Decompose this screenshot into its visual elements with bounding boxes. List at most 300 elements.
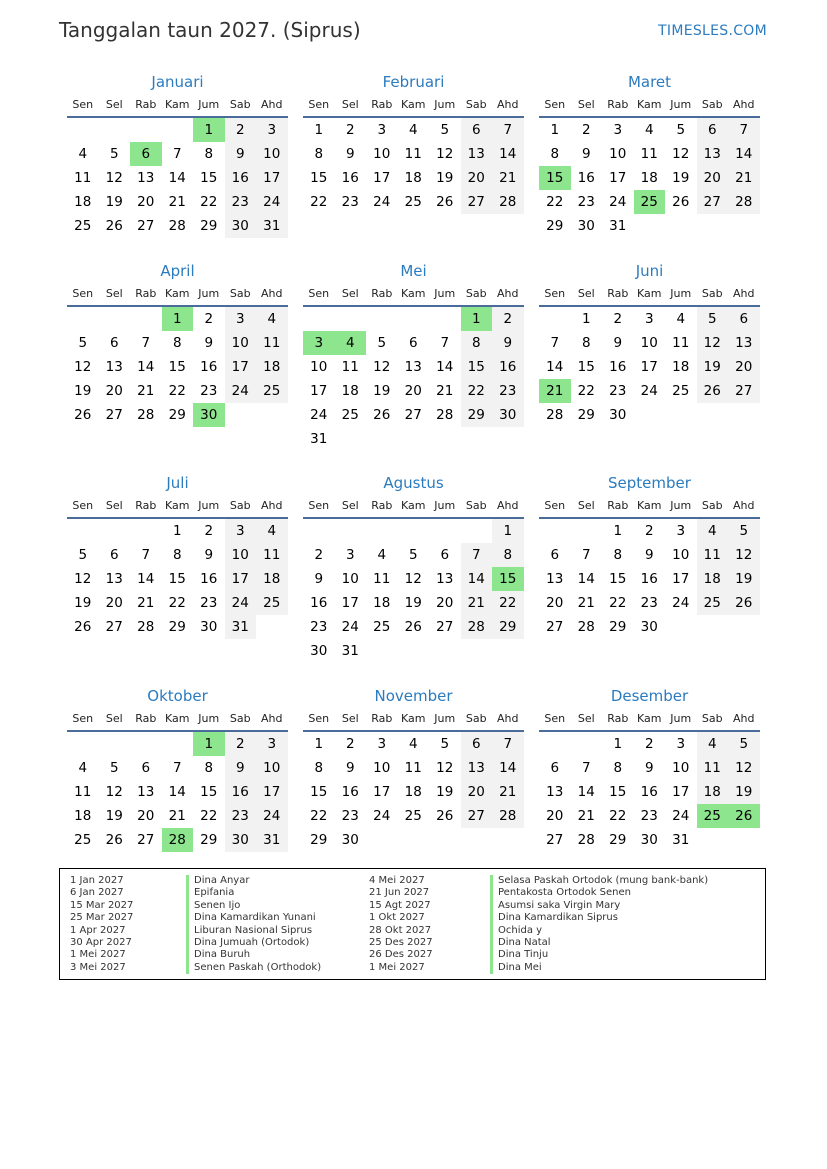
day-cell: 11 — [640, 146, 658, 162]
day-cell: 30 — [640, 619, 658, 635]
holiday-name: Senen Ijo — [186, 900, 321, 912]
day-cell: 17 — [609, 170, 627, 186]
weekday-header — [303, 283, 524, 307]
day-cell: 22 — [200, 808, 218, 824]
day-cell: 24 — [225, 591, 257, 615]
day-cell: 20 — [137, 194, 155, 210]
empty-cell — [571, 519, 603, 543]
empty-cell — [67, 732, 99, 756]
day-cell: 22 — [577, 383, 595, 399]
empty-cell — [99, 519, 131, 543]
day-cell: 3 — [377, 122, 387, 138]
day-cell: 14 — [168, 170, 186, 186]
weekday-label: Jum — [198, 98, 220, 111]
empty-cell — [162, 732, 194, 756]
weekday-label: Kam — [401, 287, 426, 300]
day-cell: 2 — [204, 311, 214, 327]
holiday-name: Senen Paskah (Orthodok) — [186, 962, 321, 974]
day-cell: 29 — [461, 403, 493, 427]
day-cell: 10 — [225, 543, 257, 567]
day-cell: 6 — [461, 118, 493, 142]
weekday-label: Sen — [308, 287, 330, 300]
day-cell: 5 — [408, 547, 418, 563]
day-cell: 11 — [672, 335, 690, 351]
day-cell: 2 — [644, 523, 654, 539]
day-cell: 7 — [581, 547, 591, 563]
day-cell: 8 — [314, 146, 324, 162]
day-cell: 8 — [550, 146, 560, 162]
day-cell: 23 — [310, 619, 328, 635]
day-cell: 17 — [256, 780, 288, 804]
weekday-label: Sab — [465, 98, 487, 111]
day-cell: 4 — [78, 146, 88, 162]
holiday-date: 28 Okt 2027 — [369, 924, 432, 936]
day-cell: 6 — [728, 307, 760, 331]
day-cell: 9 — [644, 547, 654, 563]
day-cell: 13 — [404, 359, 422, 375]
day-cell: 11 — [404, 146, 422, 162]
day-cell: 27 — [461, 190, 493, 214]
holiday-day: 1 — [193, 732, 225, 756]
day-cell: 16 — [492, 355, 524, 379]
day-cell: 5 — [440, 736, 450, 752]
day-cell: 17 — [310, 383, 328, 399]
day-cell: 5 — [78, 335, 88, 351]
day-cell: 15 — [310, 170, 328, 186]
day-cell: 30 — [341, 832, 359, 848]
weekday-label: Sel — [341, 712, 359, 725]
weekday-label: Kam — [165, 98, 190, 111]
day-cell: 25 — [74, 218, 92, 234]
empty-cell — [303, 519, 335, 543]
day-cell: 1 — [314, 736, 324, 752]
day-cell: 10 — [310, 359, 328, 375]
holiday-name: Dina Kamardikan Siprus — [490, 912, 708, 924]
weekday-label: Jum — [434, 712, 456, 725]
day-cell: 23 — [640, 595, 658, 611]
weekday-header — [539, 708, 760, 732]
weekday-label: Ahd — [733, 287, 755, 300]
day-cell: 21 — [436, 383, 454, 399]
day-cell: 21 — [461, 591, 493, 615]
day-cell: 21 — [577, 808, 595, 824]
day-cell: 16 — [225, 166, 257, 190]
holiday-date: 1 Okt 2027 — [369, 912, 425, 924]
day-cell: 15 — [577, 359, 595, 375]
day-cell: 16 — [200, 571, 218, 587]
empty-cell — [539, 732, 571, 756]
day-cell: 30 — [609, 407, 627, 423]
day-cell: 13 — [436, 571, 454, 587]
day-cell: 16 — [577, 170, 595, 186]
holiday-day: 6 — [130, 142, 162, 166]
month-desember — [539, 684, 760, 852]
day-cell: 21 — [492, 780, 524, 804]
day-cell: 17 — [341, 595, 359, 611]
holiday-name: Selasa Paskah Ortodok (mung bank-bank) — [490, 875, 708, 887]
weekday-label: Jum — [198, 499, 220, 512]
day-cell: 14 — [577, 571, 595, 587]
day-cell: 12 — [105, 170, 123, 186]
day-cell: 5 — [109, 146, 119, 162]
weekday-label: Sab — [465, 499, 487, 512]
day-cell: 30 — [225, 828, 257, 852]
day-cell: 15 — [310, 784, 328, 800]
day-cell: 19 — [728, 780, 760, 804]
day-cell: 12 — [672, 146, 690, 162]
weekday-label: Jum — [670, 712, 692, 725]
day-cell: 29 — [577, 407, 595, 423]
weekday-label: Sen — [308, 499, 330, 512]
holiday-name: Dina Jumuah (Ortodok) — [186, 937, 321, 949]
day-cell: 19 — [74, 595, 92, 611]
day-cell: 17 — [225, 567, 257, 591]
weekday-label: Kam — [401, 712, 426, 725]
month-name: Oktober — [147, 687, 208, 705]
holiday-name: Ochida y — [490, 925, 708, 937]
day-cell: 21 — [137, 383, 155, 399]
day-cell: 19 — [672, 170, 690, 186]
day-grid — [539, 307, 760, 427]
empty-cell — [162, 118, 194, 142]
day-cell: 22 — [609, 808, 627, 824]
day-cell: 27 — [546, 619, 564, 635]
day-cell: 9 — [492, 331, 524, 355]
holiday-day: 26 — [728, 804, 760, 828]
holiday-date: 15 Mar 2027 — [70, 899, 134, 911]
holiday-date: 21 Jun 2027 — [369, 887, 430, 899]
weekday-label: Rab — [607, 287, 629, 300]
day-cell: 25 — [672, 383, 690, 399]
day-cell: 8 — [581, 335, 591, 351]
empty-cell — [99, 118, 131, 142]
day-cell: 24 — [341, 619, 359, 635]
holiday-date: 6 Jan 2027 — [70, 887, 124, 899]
day-cell: 20 — [404, 383, 422, 399]
day-cell: 25 — [697, 591, 729, 615]
holiday-name: Dina Kamardikan Yunani — [186, 912, 321, 924]
weekday-label: Ahd — [497, 712, 519, 725]
day-cell: 30 — [492, 403, 524, 427]
day-cell: 15 — [609, 571, 627, 587]
day-cell: 1 — [613, 523, 623, 539]
day-cell: 12 — [697, 331, 729, 355]
day-cell: 18 — [341, 383, 359, 399]
day-cell: 4 — [644, 122, 654, 138]
empty-cell — [461, 519, 493, 543]
weekday-label: Rab — [371, 287, 393, 300]
weekday-header — [303, 495, 524, 519]
empty-cell — [303, 307, 335, 331]
day-cell: 2 — [613, 311, 623, 327]
day-cell: 8 — [204, 760, 214, 776]
weekday-label: Sen — [308, 712, 330, 725]
weekday-label: Ahd — [733, 499, 755, 512]
day-cell: 5 — [377, 335, 387, 351]
empty-cell — [335, 519, 367, 543]
day-cell: 26 — [105, 218, 123, 234]
day-cell: 28 — [577, 832, 595, 848]
day-cell: 20 — [461, 166, 493, 190]
weekday-label: Rab — [135, 712, 157, 725]
day-cell: 10 — [256, 142, 288, 166]
day-cell: 27 — [697, 190, 729, 214]
day-cell: 27 — [137, 218, 155, 234]
day-cell: 6 — [141, 760, 151, 776]
holiday-day: 1 — [193, 118, 225, 142]
weekday-label: Sab — [701, 499, 723, 512]
weekday-label: Kam — [637, 712, 662, 725]
day-cell: 20 — [461, 780, 493, 804]
day-cell: 18 — [640, 170, 658, 186]
day-cell: 26 — [373, 407, 391, 423]
day-cell: 6 — [440, 547, 450, 563]
day-cell: 18 — [74, 194, 92, 210]
day-cell: 10 — [640, 335, 658, 351]
weekday-label: Jum — [670, 98, 692, 111]
day-cell: 21 — [168, 194, 186, 210]
day-cell: 9 — [644, 760, 654, 776]
weekday-label: Sel — [105, 499, 123, 512]
day-cell: 15 — [609, 784, 627, 800]
day-cell: 13 — [697, 142, 729, 166]
weekday-label: Sab — [229, 499, 251, 512]
day-cell: 31 — [256, 828, 288, 852]
weekday-header — [67, 495, 288, 519]
day-cell: 17 — [256, 166, 288, 190]
day-cell: 26 — [697, 379, 729, 403]
holiday-day: 25 — [634, 190, 666, 214]
day-cell: 18 — [697, 567, 729, 591]
day-cell: 25 — [373, 619, 391, 635]
day-cell: 3 — [377, 736, 387, 752]
day-cell: 15 — [168, 571, 186, 587]
day-cell: 10 — [256, 756, 288, 780]
day-cell: 24 — [310, 407, 328, 423]
day-cell: 4 — [256, 519, 288, 543]
day-cell: 4 — [697, 732, 729, 756]
holiday-day: 15 — [539, 166, 571, 190]
day-cell: 13 — [728, 331, 760, 355]
day-cell: 12 — [74, 571, 92, 587]
holiday-names-left — [186, 875, 321, 974]
day-cell: 11 — [256, 543, 288, 567]
day-cell: 20 — [137, 808, 155, 824]
day-cell: 23 — [200, 595, 218, 611]
day-cell: 22 — [461, 379, 493, 403]
day-cell: 9 — [204, 335, 214, 351]
empty-cell — [67, 519, 99, 543]
weekday-label: Ahd — [733, 712, 755, 725]
holiday-names-right — [490, 875, 708, 974]
day-cell: 11 — [74, 784, 92, 800]
day-cell: 2 — [345, 122, 355, 138]
day-cell: 22 — [609, 595, 627, 611]
day-cell: 28 — [577, 619, 595, 635]
empty-cell — [130, 732, 162, 756]
day-cell: 9 — [613, 335, 623, 351]
empty-cell — [67, 118, 99, 142]
holiday-name: Dina Buruh — [186, 949, 321, 961]
day-cell: 24 — [672, 595, 690, 611]
weekday-label: Sen — [544, 98, 566, 111]
day-cell: 24 — [672, 808, 690, 824]
day-cell: 27 — [461, 804, 493, 828]
weekday-header — [539, 94, 760, 118]
day-cell: 10 — [672, 547, 690, 563]
weekday-header — [303, 708, 524, 732]
day-cell: 10 — [373, 760, 391, 776]
day-grid — [67, 732, 288, 852]
day-cell: 9 — [314, 571, 324, 587]
day-cell: 12 — [436, 760, 454, 776]
day-cell: 29 — [609, 832, 627, 848]
weekday-label: Kam — [165, 712, 190, 725]
day-cell: 8 — [492, 543, 524, 567]
day-cell: 14 — [492, 142, 524, 166]
day-cell: 16 — [200, 359, 218, 375]
day-cell: 28 — [137, 619, 155, 635]
day-cell: 2 — [204, 523, 214, 539]
day-cell: 20 — [546, 595, 564, 611]
day-cell: 28 — [137, 407, 155, 423]
day-cell: 28 — [436, 407, 454, 423]
brand-link[interactable]: TIMESLES.COM — [658, 23, 767, 39]
holiday-dates-right — [369, 875, 433, 974]
day-cell: 14 — [728, 142, 760, 166]
holiday-date: 1 Jan 2027 — [70, 875, 124, 886]
day-cell: 19 — [373, 383, 391, 399]
day-cell: 15 — [200, 170, 218, 186]
day-grid — [303, 519, 524, 663]
holiday-name: Dina Mei — [490, 962, 708, 974]
empty-cell — [366, 307, 398, 331]
weekday-label: Sel — [105, 98, 123, 111]
day-cell: 7 — [440, 335, 450, 351]
day-cell: 12 — [74, 359, 92, 375]
empty-cell — [366, 519, 398, 543]
day-cell: 3 — [225, 519, 257, 543]
day-cell: 27 — [404, 407, 422, 423]
weekday-label: Sel — [341, 499, 359, 512]
weekday-label: Sen — [72, 287, 94, 300]
day-grid — [303, 307, 524, 451]
weekday-label: Kam — [637, 287, 662, 300]
day-cell: 22 — [310, 808, 328, 824]
day-cell: 17 — [373, 170, 391, 186]
empty-cell — [571, 732, 603, 756]
day-cell: 22 — [492, 591, 524, 615]
weekday-label: Ahd — [733, 98, 755, 111]
day-cell: 23 — [640, 808, 658, 824]
month-name: November — [374, 687, 453, 705]
weekday-label: Kam — [401, 98, 426, 111]
day-cell: 29 — [200, 218, 218, 234]
day-cell: 30 — [640, 832, 658, 848]
weekday-header — [303, 94, 524, 118]
day-grid — [539, 732, 760, 852]
day-cell: 13 — [546, 784, 564, 800]
day-cell: 16 — [225, 780, 257, 804]
day-cell: 19 — [697, 355, 729, 379]
day-cell: 28 — [546, 407, 564, 423]
weekday-label: Ahd — [261, 287, 283, 300]
day-cell: 14 — [577, 784, 595, 800]
weekday-label: Sel — [105, 287, 123, 300]
day-cell: 20 — [728, 355, 760, 379]
day-cell: 4 — [697, 519, 729, 543]
weekday-label: Sel — [341, 98, 359, 111]
month-name: Juni — [635, 262, 664, 280]
day-cell: 17 — [373, 784, 391, 800]
holiday-day: 30 — [193, 403, 225, 427]
weekday-label: Rab — [607, 499, 629, 512]
day-cell: 3 — [345, 547, 355, 563]
day-cell: 2 — [581, 122, 591, 138]
day-cell: 17 — [640, 359, 658, 375]
empty-cell — [398, 519, 430, 543]
day-cell: 11 — [697, 543, 729, 567]
weekday-label: Jum — [434, 287, 456, 300]
day-cell: 18 — [404, 170, 422, 186]
day-cell: 25 — [256, 379, 288, 403]
weekday-label: Sab — [701, 98, 723, 111]
day-cell: 19 — [74, 383, 92, 399]
day-cell: 3 — [676, 523, 686, 539]
month-februari — [303, 70, 524, 214]
day-cell: 4 — [676, 311, 686, 327]
day-cell: 29 — [168, 407, 186, 423]
day-cell: 18 — [697, 780, 729, 804]
day-cell: 22 — [200, 194, 218, 210]
day-cell: 28 — [728, 190, 760, 214]
weekday-label: Sel — [577, 98, 595, 111]
day-cell: 19 — [105, 808, 123, 824]
holiday-name: Dina Anyar — [186, 875, 321, 887]
holiday-day: 25 — [697, 804, 729, 828]
day-cell: 26 — [436, 194, 454, 210]
weekday-label: Sen — [308, 98, 330, 111]
weekday-label: Ahd — [497, 287, 519, 300]
day-cell: 8 — [204, 146, 214, 162]
month-april — [67, 259, 288, 427]
empty-cell — [335, 307, 367, 331]
day-cell: 31 — [310, 431, 328, 447]
weekday-label: Ahd — [261, 499, 283, 512]
day-cell: 14 — [137, 571, 155, 587]
day-cell: 7 — [141, 547, 151, 563]
empty-cell — [130, 307, 162, 331]
day-cell: 6 — [461, 732, 493, 756]
weekday-label: Sel — [341, 287, 359, 300]
day-cell: 7 — [172, 760, 182, 776]
month-name: Juli — [166, 474, 189, 492]
empty-cell — [429, 519, 461, 543]
day-cell: 25 — [74, 832, 92, 848]
weekday-label: Kam — [401, 499, 426, 512]
day-cell: 2 — [314, 547, 324, 563]
day-cell: 1 — [492, 519, 524, 543]
day-cell: 11 — [373, 571, 391, 587]
day-cell: 10 — [225, 331, 257, 355]
holiday-date: 15 Agt 2027 — [369, 899, 431, 911]
page-title: Tanggalan taun 2027. (Siprus) — [59, 18, 361, 42]
holiday-date: 30 Apr 2027 — [70, 937, 132, 949]
day-cell: 5 — [440, 122, 450, 138]
day-cell: 3 — [256, 118, 288, 142]
day-cell: 28 — [461, 615, 493, 639]
weekday-header — [67, 708, 288, 732]
